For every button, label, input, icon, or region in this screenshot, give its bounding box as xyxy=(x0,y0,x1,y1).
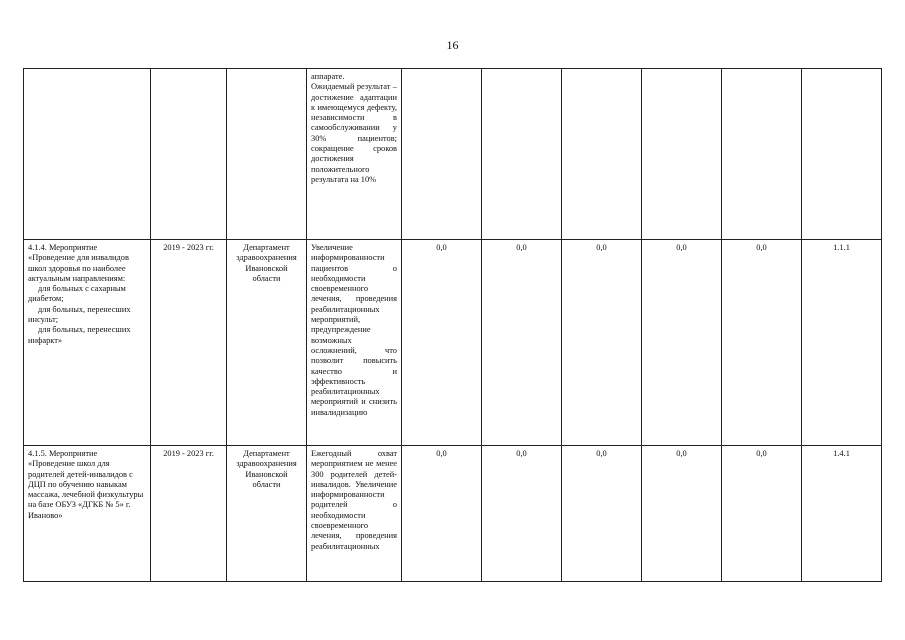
indicator-code-cell xyxy=(802,69,882,240)
funding-value-cell: 0,0 xyxy=(642,240,722,446)
result-text: аппарате. Ожидаемый результат – достижение адаптации к имеющемуся дефекту, независимости в самообслуживании у 30% пациентов; сокращение сроков достижения положительного результата на 10% xyxy=(311,72,397,184)
period-cell: 2019 - 2023 гг. xyxy=(151,240,227,446)
table-row xyxy=(24,69,882,240)
funding-value-cell xyxy=(642,69,722,240)
indicator-code-cell: 1.1.1 xyxy=(802,240,882,446)
result-cell xyxy=(307,446,402,582)
measure-cell xyxy=(24,446,151,582)
period-cell: 2019 - 2023 гг. xyxy=(151,446,227,582)
funding-value-cell: 0,0 xyxy=(482,240,562,446)
funding-value-cell xyxy=(402,69,482,240)
measure-cell xyxy=(24,240,151,446)
result-text: Увеличение информированности пациентов о необходимости своевременного лечения, проведения реабилитационных мероприятий, предупреждение возможных осложнений, что позволит повысить качество и эффективность реабилитационных мероприятий и снизить инвалидизацию xyxy=(311,243,397,417)
table-row xyxy=(24,240,882,446)
executor-cell: Департамент здравоохранения Ивановской области xyxy=(227,240,307,446)
funding-value-cell: 0,0 xyxy=(402,446,482,582)
measure-text: для больных, перенесших инсульт; xyxy=(28,304,131,325)
indicator-code-cell: 1.4.1 xyxy=(802,446,882,582)
funding-value-cell: 0,0 xyxy=(562,240,642,446)
measure-cell xyxy=(24,69,151,240)
result-cell xyxy=(307,69,402,240)
page-number: 16 xyxy=(446,38,459,52)
funding-value-cell: 0,0 xyxy=(722,446,802,582)
program-table xyxy=(23,68,882,582)
executor-cell: Департамент здравоохранения Ивановской области xyxy=(227,446,307,582)
result-cell xyxy=(307,240,402,446)
executor-cell xyxy=(227,69,307,240)
funding-value-cell: 0,0 xyxy=(562,446,642,582)
funding-value-cell xyxy=(482,69,562,240)
funding-value-cell: 0,0 xyxy=(722,240,802,446)
measure-text: для больных, перенесших инфаркт» xyxy=(28,325,131,345)
funding-value-cell: 0,0 xyxy=(402,240,482,446)
measure-text: 4.1.4. Мероприятие «Проведение для инвалидов школ здоровья по наиболее актуальным направлениям: xyxy=(28,243,129,283)
result-text: Ежегодный охват мероприятием не менее 300 родителей детей-инвалидов. Увеличение информированности родителей о необходимости своевременного лечения, проведения реабилитационных xyxy=(311,449,397,551)
funding-value-cell: 0,0 xyxy=(642,446,722,582)
table-row xyxy=(24,446,882,582)
funding-value-cell xyxy=(562,69,642,240)
funding-value-cell xyxy=(722,69,802,240)
measure-text: для больных с сахарным диабетом; xyxy=(28,284,126,304)
measure-text: 4.1.5. Мероприятие «Проведение школ для родителей детей-инвалидов с ДЦП по обучению навыкам массажа, лечебной физкультуры на базе ОБУЗ «ДГКБ № 5» г. Иваново» xyxy=(28,449,144,520)
funding-value-cell: 0,0 xyxy=(482,446,562,582)
period-cell xyxy=(151,69,227,240)
